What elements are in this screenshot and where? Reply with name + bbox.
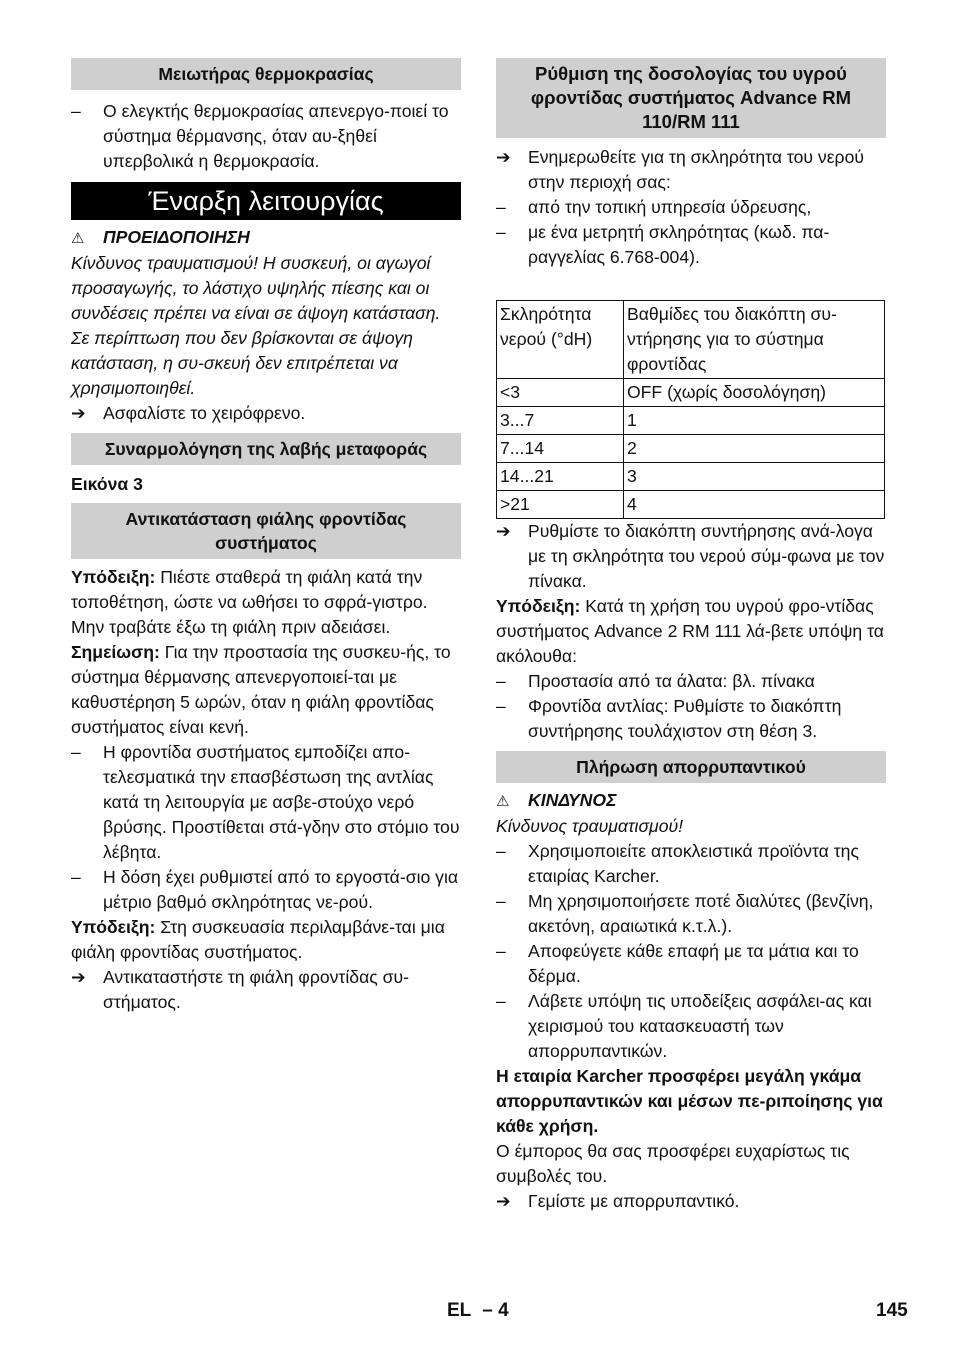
hint-label: Υπόδειξη: (496, 596, 581, 616)
heading-temperature-limiter: Μειωτήρας θερμοκρασίας (71, 58, 461, 90)
instruction-item (71, 965, 461, 1015)
footer-lang: EL (447, 1300, 471, 1321)
dash-marker: – (71, 867, 81, 887)
instruction-text: Γεμίστε με απορρυπαντικό. (528, 1191, 740, 1211)
instruction-text: Ενημερωθείτε για τη σκληρότητα του νερού στην περιοχή σας: (528, 147, 864, 192)
arrow-icon: ➔ (71, 403, 86, 423)
warning-text: Κίνδυνος τραυματισμού! Η συσκευή, οι αγωγοί προσαγωγής, το λάστιχο υψηλής πίεσης και οι συνδέσεις πρέπει να είναι σε άψογη κατάσταση. Σε περίπτωση που δεν βρίσκονται σε άψογη κατάσταση, η συ-σκευή δεν επιτρέπεται να χρησιμοποιηθεί. (71, 253, 441, 398)
list-item (496, 939, 886, 989)
table-cell: >21 (497, 491, 624, 519)
list-item-text: με ένα μετρητή σκληρότητας (κωδ. πα-ραγγελίας 6.768-004). (528, 222, 830, 267)
section-title-startup: Έναρξη λειτουργίας (71, 182, 461, 220)
warning-title: ΠΡΟΕΙΔΟΠΟΙΗΣΗ (103, 227, 250, 247)
hint-label: Υπόδειξη: (71, 567, 156, 587)
figure-reference: Εικόνα 3 (71, 474, 143, 494)
hint-paragraph (496, 594, 886, 669)
heading-detergent-filling: Πλήρωση απορρυπαντικού (496, 751, 886, 783)
note-text: Για την προστασία της συσκευ-ής, το σύστημα θέρμανσης απενεργοποιεί-ται με καθυστέρηση 5 ωρών, όταν η φιάλη φροντίδας συστήματος είναι κενή. (71, 642, 451, 737)
dash-marker: – (496, 197, 506, 217)
table-row (497, 463, 885, 491)
note-paragraph (71, 640, 461, 740)
heading-handle-assembly: Συναρμολόγηση της λαβής μεταφοράς (71, 433, 461, 465)
table-cell: 14...21 (497, 463, 624, 491)
list-item-text: από την τοπική υπηρεσία ύδρευσης, (528, 197, 812, 217)
table-header-cell: Σκληρότητα νερού (°dH) (497, 301, 624, 379)
note-label: Σημείωση: (71, 642, 160, 662)
dash-marker: – (496, 696, 506, 716)
list-item-text: Η φροντίδα συστήματος εμποδίζει απο-τελεσματικά την επασβέστωση της αντλίας κατά τη λειτουργία με ασβε-στούχο νερό βρύσης. Προστίθεται στά-γδην στο στόμιο του λέβητα. (103, 742, 460, 862)
dash-marker: – (496, 991, 506, 1011)
arrow-icon: ➔ (496, 147, 511, 167)
list-item-text: Χρησιμοποιείτε αποκλειστικά προϊόντα της εταιρίας Karcher. (528, 841, 859, 886)
hint-text: Κατά τη χρήση του υγρού φρο-ντίδας συστήματος Advance 2 RM 111 λά-βετε υπόψη τα ακόλουθα: (496, 596, 884, 666)
hint-paragraph (71, 565, 461, 640)
instruction-item (496, 519, 886, 594)
list-item-text: Η δόση έχει ρυθμιστεί από το εργοστά-σιο για μέτριο βαθμό σκληρότητας νε-ρού. (103, 867, 459, 912)
arrow-icon: ➔ (71, 967, 86, 987)
table-cell: 3...7 (497, 407, 624, 435)
dash-marker: – (71, 101, 81, 121)
bold-paragraph: Η εταιρία Karcher προσφέρει μεγάλη γκάμα απορρυπαντικών και μέσων πε-ριποίησης για κάθε χρήση. (496, 1066, 883, 1136)
list-item (496, 195, 886, 220)
hint-paragraph (71, 915, 461, 965)
list-item (71, 99, 461, 174)
dash-marker: – (496, 841, 506, 861)
instruction-item (71, 401, 461, 426)
warning-icon: ⚠ (496, 793, 510, 810)
dash-marker: – (496, 671, 506, 691)
table-cell: 2 (624, 435, 885, 463)
dash-marker: – (496, 222, 506, 242)
danger-block (496, 788, 886, 839)
list-item (496, 839, 886, 889)
instruction-text: Ασφαλίστε το χειρόφρενο. (103, 403, 306, 423)
instruction-item (496, 145, 886, 195)
heading-bottle-replacement: Αντικατάσταση φιάλης φροντίδας συστήματος (71, 503, 461, 559)
arrow-icon: ➔ (496, 1191, 511, 1211)
danger-text: Κίνδυνος τραυματισμού! (496, 816, 684, 836)
table-cell: 1 (624, 407, 885, 435)
instruction-text: Αντικαταστήστε τη φιάλη φροντίδας συ-στήματος. (103, 967, 409, 1012)
right-column (496, 58, 886, 1214)
warning-icon: ⚠ (71, 230, 85, 247)
instruction-item (496, 1189, 886, 1214)
left-column (71, 58, 461, 1015)
list-item (496, 694, 886, 744)
table-row (497, 407, 885, 435)
table-row (497, 435, 885, 463)
list-item-text: Λάβετε υπόψη τις υποδείξεις ασφάλει-ας και χειρισμού του κατασκευαστή των απορρυπαντικών. (528, 991, 872, 1061)
list-item-text: Φροντίδα αντλίας: Ρυθμίστε το διακόπτη συντήρησης τουλάχιστον στη θέση 3. (528, 696, 842, 741)
table-row (497, 491, 885, 519)
dash-marker: – (71, 742, 81, 762)
list-item-text: Προστασία από τα άλατα: βλ. πίνακα (528, 671, 815, 691)
table-cell: <3 (497, 379, 624, 407)
list-item (496, 220, 886, 270)
list-item-text: Μη χρησιμοποιήσετε ποτέ διαλύτες (βενζίνη, ακετόνη, αραιωτικά κ.τ.λ.). (528, 891, 874, 936)
list-item (496, 989, 886, 1064)
hardness-table (496, 300, 885, 519)
dash-marker: – (496, 941, 506, 961)
dealer-paragraph: Ο έμπορος θα σας προσφέρει ευχαρίστως τις συμβολές του. (496, 1141, 850, 1186)
list-item (71, 865, 461, 915)
hint-label: Υπόδειξη: (71, 917, 156, 937)
list-item (496, 889, 886, 939)
danger-title: ΚΙΝΔΥΝΟΣ (528, 790, 617, 810)
table-cell: 7...14 (497, 435, 624, 463)
page-number: 145 (876, 1300, 908, 1321)
list-item (71, 740, 461, 865)
table-cell: 4 (624, 491, 885, 519)
hint-text: Πιέστε σταθερά τη φιάλη κατά την τοποθέτηση, ώστε να ωθήσει το σφρά-γιστρο. Μην τραβάτε έξω τη φιάλη πριν αδειάσει. (71, 567, 428, 637)
footer-local-page: – 4 (482, 1300, 509, 1321)
arrow-icon: ➔ (496, 521, 511, 541)
hint-text: Στη συσκευασία περιλαμβάνε-ται μια φιάλη φροντίδας συστήματος. (71, 917, 445, 962)
table-cell: OFF (χωρίς δοσολόγηση) (624, 379, 885, 407)
table-row (497, 379, 885, 407)
list-item (496, 669, 886, 694)
footer-language (447, 1298, 509, 1323)
list-item-text: Ο ελεγκτής θερμοκρασίας απενεργο-ποιεί το σύστημα θέρμανσης, όταν αυ-ξηθεί υπερβολικά η θερμοκρασία. (103, 101, 449, 171)
warning-block (71, 225, 461, 401)
heading-dosage-setting: Ρύθμιση της δοσολογίας του υγρού φροντίδας συστήματος Advance RM 110/RM 111 (496, 58, 886, 138)
dash-marker: – (496, 891, 506, 911)
instruction-text: Ρυθμίστε το διακόπτη συντήρησης ανά-λογα με τη σκληρότητα του νερού σύμ-φωνα με τον πίνακα. (528, 521, 885, 591)
table-cell: 3 (624, 463, 885, 491)
table-header-row (497, 301, 885, 379)
list-item-text: Αποφεύγετε κάθε επαφή με τα μάτια και το δέρμα. (528, 941, 859, 986)
table-header-cell: Βαθμίδες του διακόπτη συ-ντήρησης για το σύστημα φροντίδας (624, 301, 885, 379)
